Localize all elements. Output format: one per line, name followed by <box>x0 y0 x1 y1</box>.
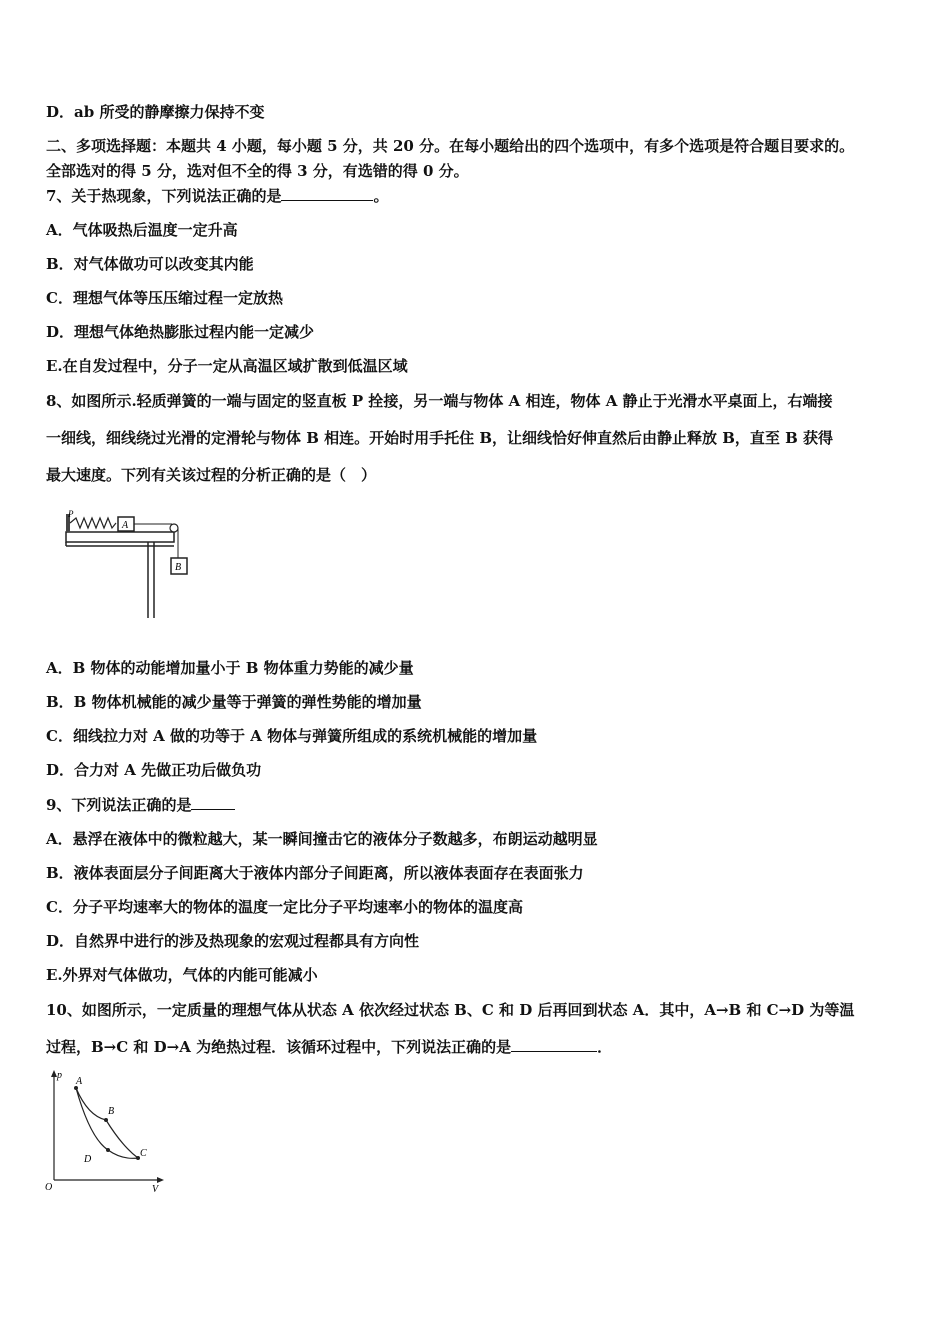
q8-option-b: B．B 物体机械能的减少量等于弹簧的弹性势能的增加量 <box>46 693 422 711</box>
q7-option-c: C．理想气体等压压缩过程一定放热 <box>46 289 283 307</box>
q9-stem: 9、下列说法正确的是 <box>46 795 235 815</box>
label-b: B <box>175 562 182 573</box>
q9-option-d: D．自然界中进行的涉及热现象的宏观过程都具有方向性 <box>46 932 420 950</box>
q8-stem-line2: 一细线，细线绕过光滑的定滑轮与物体 B 相连。开始时用手托住 B，让细线恰好伸直然后由静止释放 B，直至 B 获得 <box>46 429 834 447</box>
q7-option-b: B．对气体做功可以改变其内能 <box>46 255 254 273</box>
state-b-label: B <box>108 1106 115 1117</box>
origin-label: O <box>45 1182 53 1193</box>
state-d-label: D <box>84 1154 92 1165</box>
q10-stem-line2: 过程，B→C 和 D→A 为绝热过程．该循环过程中，下列说法正确的是 ． <box>46 1038 613 1056</box>
q6-option-d: D．ab 所受的静摩擦力保持不变 <box>46 103 265 121</box>
q8-stem-line3: 最大速度。下列有关该过程的分析正确的是（ ） <box>46 466 377 484</box>
state-a-label: A <box>76 1076 83 1087</box>
label-a: A <box>122 520 129 531</box>
q10-stem-line1: 10、如图所示，一定质量的理想气体从状态 A 依次经过状态 B、C 和 D 后再回到状态 A．其中，A→B 和 C→D 为等温 <box>46 1001 855 1019</box>
pv-cycle-diagram <box>42 1068 172 1198</box>
q9-option-e: E.外界对气体做功，气体的内能可能减小 <box>46 966 318 984</box>
label-p: P <box>68 509 74 519</box>
state-c-label: C <box>140 1148 147 1159</box>
q9-option-c: C．分子平均速率大的物体的温度一定比分子平均速率小的物体的温度高 <box>46 898 523 916</box>
q7-stem: 7、关于热现象，下列说法正确的是 。 <box>46 187 389 205</box>
q9-option-b: B．液体表面层分子间距离大于液体内部分子间距离，所以液体表面存在表面张力 <box>46 864 584 882</box>
axis-v-label: V <box>152 1184 159 1195</box>
q8-stem-line1: 8、如图所示.轻质弹簧的一端与固定的竖直板 P 拴接，另一端与物体 A 相连，物体 A 静止于光滑水平桌面上，右端接 <box>46 392 833 410</box>
q7-option-e: E.在自发过程中，分子一定从高温区域扩散到低温区域 <box>46 357 408 375</box>
spring-pulley-figure <box>52 506 202 626</box>
section2-scoring: 全部选对的得 5 分，选对但不全的得 3 分，有选错的得 0 分。 <box>46 162 469 180</box>
q8-option-c: C．细线拉力对 A 做的功等于 A 物体与弹簧所组成的系统机械能的增加量 <box>46 727 538 745</box>
section2-heading: 二、多项选择题：本题共 4 小题，每小题 5 分，共 20 分。在每小题给出的四个选项中，有多个选项是符合题目要求的。 <box>46 137 855 155</box>
q7-option-a: A．气体吸热后温度一定升高 <box>46 221 238 239</box>
q8-option-a: A．B 物体的动能增加量小于 B 物体重力势能的减少量 <box>46 659 414 677</box>
q9-option-a: A．悬浮在液体中的微粒越大，某一瞬间撞击它的液体分子数越多，布朗运动越明显 <box>46 830 598 848</box>
q7-option-d: D．理想气体绝热膨胀过程内能一定减少 <box>46 323 315 341</box>
q8-option-d: D．合力对 A 先做正功后做负功 <box>46 761 262 779</box>
axis-p-label: p <box>57 1070 62 1081</box>
